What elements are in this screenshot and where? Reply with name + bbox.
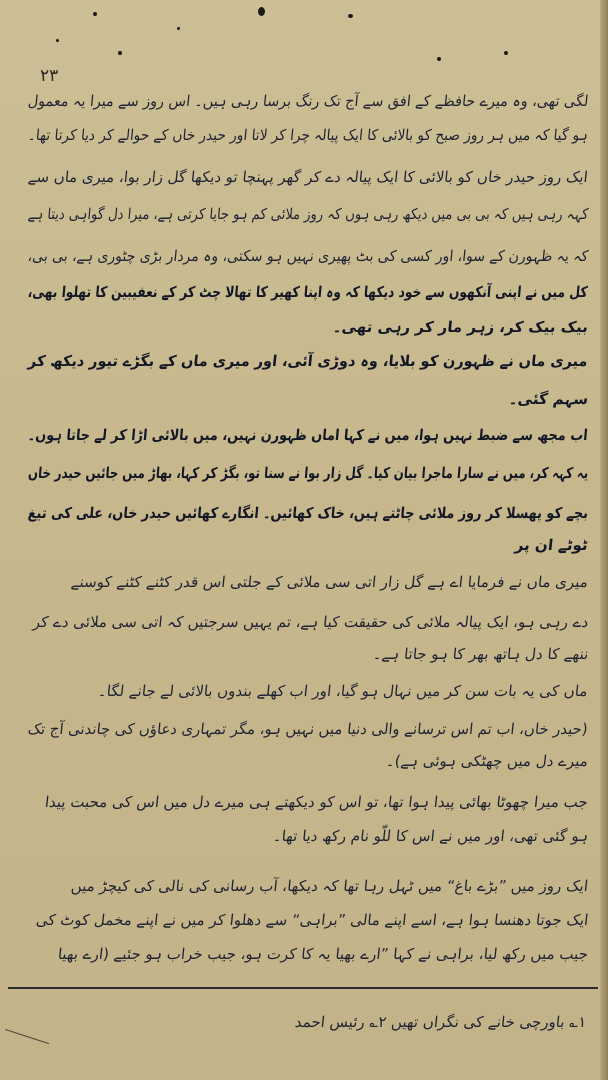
text-line: میرے دل میں چھٹکی ہوئی ہے)۔	[385, 752, 589, 770]
text-line: ایک روز حیدر خاں کو بالائی کا ایک پیالہ دے کر گھر پہنچا تو دیکھا گل زار بوا، میری ماں سے	[27, 168, 589, 186]
text-line: ہو گئی تھی، اور میں نے اس کا للّو نام رکھ دیا تھا۔	[271, 827, 589, 845]
text-line: کہ یہ ظہورن کے سوا، اور کسی کی بٹ پھیری نہیں ہو سکتی، وہ مردار بڑی چٹوری ہے، بی بی،	[26, 247, 589, 265]
page-edge	[600, 0, 608, 1080]
text-line: ننھے کا دل ہاتھ بھر کا ہو جاتا ہے۔	[371, 645, 589, 663]
ink-spot	[437, 57, 441, 61]
margin-mark	[5, 1029, 49, 1044]
ink-spot	[348, 14, 353, 18]
text-line: ماں کی یہ بات سن کر میں نہال ہو گیا، اور اب کھلے بندوں بالائی لے جانے لگا۔	[97, 682, 589, 700]
text-line: سہم گئی۔	[507, 390, 589, 408]
text-line: کل میں نے اپنی آنکھوں سے خود دیکھا کہ وہ اپنا کھیر کا تھالا چٹ کر کے نعفیبین کا تھلوا بھی،	[27, 283, 589, 301]
ink-spot	[258, 7, 265, 16]
text-line: ٹوٹے ان پر	[514, 536, 589, 554]
ink-spot	[118, 51, 122, 55]
text-line: دے رہی ہو، ایک پیالہ ملائی کی حقیقت کیا ہے، تم یہیں سرجتیں کہ اتی سی ملائی دے کر	[31, 613, 589, 631]
text-line: (حیدر خاں، اب تم اس ترسانے والی دنیا میں نہیں ہو، مگر تمہاری دعاؤں کی چاندنی آج تک	[27, 720, 589, 738]
text-line: میری ماں نے ظہورن کو بلایا، وہ دوڑی آئی، اور میری ماں کے بگڑے تیور دیکھ کر	[27, 352, 589, 370]
text-line: جب میرا چھوٹا بھائی پیدا ہوا تھا، تو اس کو دیکھتے ہی میرے دل میں اس کی محبت پیدا	[44, 793, 589, 811]
text-line: کہہ رہی ہیں کہ بی بی میں دیکھ رہی ہوں کہ روز ملائی کم ہو جایا کرتی ہے، میرا دل گواہی دیتا ہے	[26, 205, 589, 223]
page-number: ۲۳	[40, 66, 59, 86]
ink-spot	[177, 27, 180, 30]
text-line: جیب میں رکھ لیا، براہی نے کہا ”ارے بھیا یہ کا کرت ہو، جیب خراب ہو جئیے (ارے بھیا	[56, 945, 589, 963]
text-line: ہو گیا کہ میں ہر روز صبح کو بالائی کا ایک پیالہ چرا کر لاتا اور حیدر خاں کے حوالے کر دیا کرتا تھا۔	[27, 126, 589, 144]
footnote: ۱؎ باورچی خانے کی نگراں تھیں ۲؎ رئیس احمد	[293, 1013, 587, 1031]
text-line: بیک بیک کر، زہر مار کر رہی تھی۔	[332, 318, 589, 336]
ink-spot	[93, 12, 97, 16]
text-line: ایک روز میں ”بڑے باغ“ میں ٹہل رہا تھا کہ دیکھا، آب رسانی کی نالی کی کیچڑ میں	[70, 877, 589, 895]
text-line: بچے کو پھسلا کر روز ملائی چاٹتے ہیں، خاک کھائیں۔ انگارے کھائیں حیدر خاں، علی کی تیغ	[27, 504, 589, 522]
ink-spot	[56, 39, 59, 42]
text-line: لگی تھی، وہ میرے حافظے کے افق سے آج تک رنگ برسا رہی ہیں۔ اس روز سے میرا یہ معمول	[26, 92, 589, 110]
text-line: اب مجھ سے ضبط نہیں ہوا، میں نے کہا اماں ظہورن نہیں، میں بالائی اڑا کر لے جاتا ہوں۔	[27, 426, 589, 444]
footnote-divider	[8, 987, 598, 989]
text-line: ایک جوتا دھنسا ہوا ہے، اسے اپنے مالی ”براہی“ سے دھلوا کر میں نے اپنے مخمل کوٹ کی	[34, 911, 589, 929]
text-line: میری ماں نے فرمایا اے ہے گل زار اتی سی ملائی کے جلتی اس قدر کٹنے کٹنے کوسنے	[70, 573, 589, 591]
ink-spot	[504, 51, 508, 55]
text-line: یہ کہہ کر، میں نے سارا ماجرا بیان کیا۔ گل زار بوا نے سنا تو، بگڑ کر کہا، بھاڑ میں جائیں حیدر خاں	[27, 464, 589, 482]
